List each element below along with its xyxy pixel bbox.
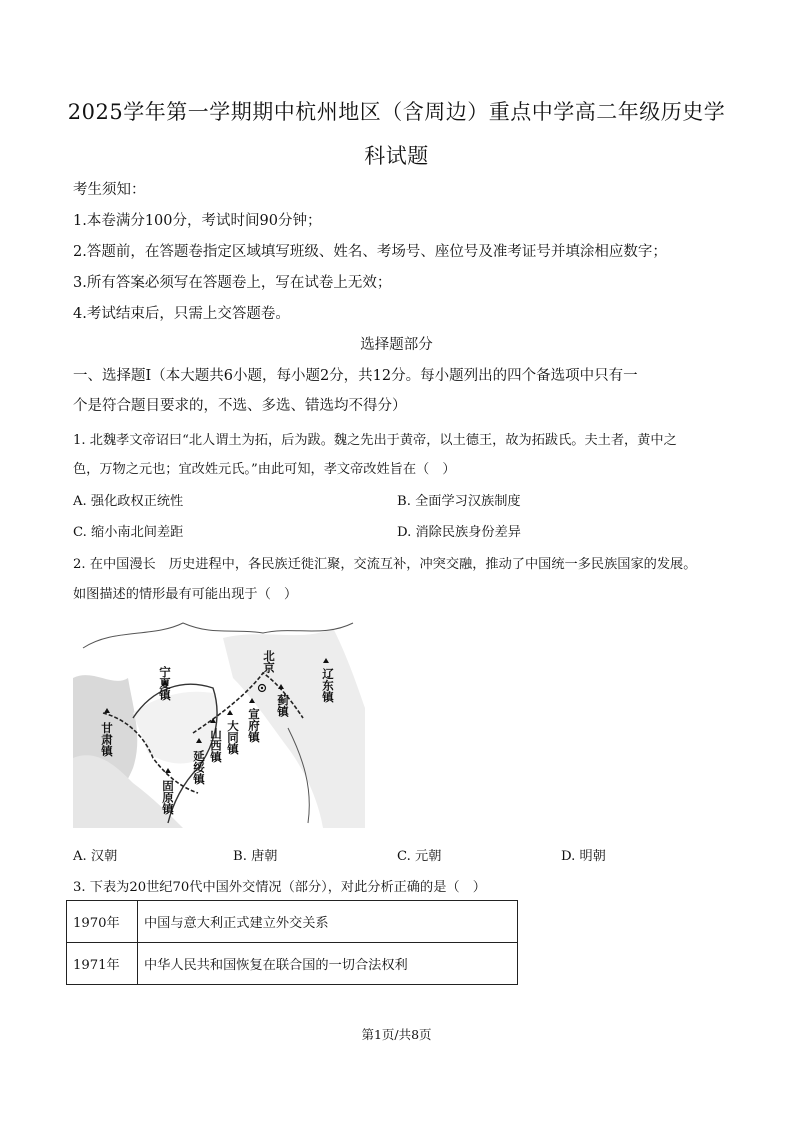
shanxi-label: 山西镇	[209, 728, 223, 763]
notice-item: 3.所有答案必须写在答题卷上，写在试卷上无效；	[73, 275, 392, 291]
question-1-text: 色，万物之元也；宜改姓元氏。”由此可知，孝文帝改姓旨在（ ）	[73, 462, 456, 477]
question-2-option-d: D. 明朝	[561, 849, 606, 864]
exam-title-line2: 科试题	[364, 144, 429, 168]
exam-title-line1: 2025学年第一学期期中杭州地区（含周边）重点中学高二年级历史学	[67, 100, 726, 124]
section-instruction: 个是符合题目要求的，不选、多选、错选均不得分）	[73, 398, 407, 414]
notice-heading: 考生须知：	[73, 182, 146, 198]
question-2-option-c: C. 元朝	[397, 849, 442, 864]
question-2-option-a: A. 汉朝	[73, 849, 118, 864]
question-1-text: 1. 北魏孝文帝诏曰“北人谓土为拓，后为跋。魏之先出于黄帝，以土德王，故为拓跋氏。夫土者，黄中之	[73, 433, 677, 448]
table-cell-event: 中国与意大利正式建立外交关系	[138, 901, 518, 943]
guyuan-label: 固原镇	[161, 780, 175, 815]
notice-item: 2.答题前，在答题卷指定区域填写班级、姓名、考场号、座位号及准考证号并填涂相应数字；	[73, 244, 667, 260]
table-cell-year: 1971年	[67, 943, 138, 985]
gansu-label: 甘肃镇	[100, 722, 114, 757]
section-title: 选择题部分	[360, 337, 433, 353]
question-2-option-b: B. 唐朝	[233, 849, 278, 864]
question-1-option-b: B. 全面学习汉族制度	[397, 494, 521, 509]
beijing-marker-dot	[261, 687, 263, 689]
yansui-label: 延绥镇	[192, 750, 206, 785]
ming-frontier-map	[73, 618, 365, 828]
notice-item: 4.考试结束后，只需上交答题卷。	[73, 306, 290, 322]
question-2-text: 2. 在中国漫长 历史进程中，各民族迁徙汇聚，交流互补，冲突交融，推动了中国统一多民族国家的发展。	[73, 557, 697, 572]
datong-label: 大同镇	[226, 720, 240, 755]
ningxia-label: 宁夏镇	[158, 666, 172, 701]
diplomacy-table	[66, 900, 518, 985]
page-footer: 第1页/共8页	[361, 1027, 432, 1042]
notice-item: 1.本卷满分100分，考试时间90分钟；	[73, 213, 322, 229]
question-3-text: 3. 下表为20世纪70代中国外交情况（部分），对此分析正确的是（ ）	[73, 880, 486, 895]
table-row	[67, 943, 518, 985]
jizhen-label: 蓟镇	[276, 694, 290, 717]
question-1-option-a: A. 强化政权正统性	[73, 494, 184, 509]
question-2-text: 如图描述的情形最有可能出现于（ ）	[73, 587, 298, 602]
table-cell-year: 1970年	[67, 901, 138, 943]
table-row	[67, 901, 518, 943]
xuanfu-label: 宣府镇	[247, 708, 261, 743]
liaodong-label: 辽东镇	[321, 668, 335, 703]
section-instruction: 一、选择题Ⅰ（本大题共6小题，每小题2分，共12分。每小题列出的四个备选项中只有一	[73, 368, 638, 384]
question-1-option-c: C. 缩小南北间差距	[73, 525, 184, 540]
question-1-option-d: D. 消除民族身份差异	[397, 525, 521, 540]
beijing-label: 北京	[262, 650, 276, 673]
table-cell-event: 中华人民共和国恢复在联合国的一切合法权利	[138, 943, 518, 985]
